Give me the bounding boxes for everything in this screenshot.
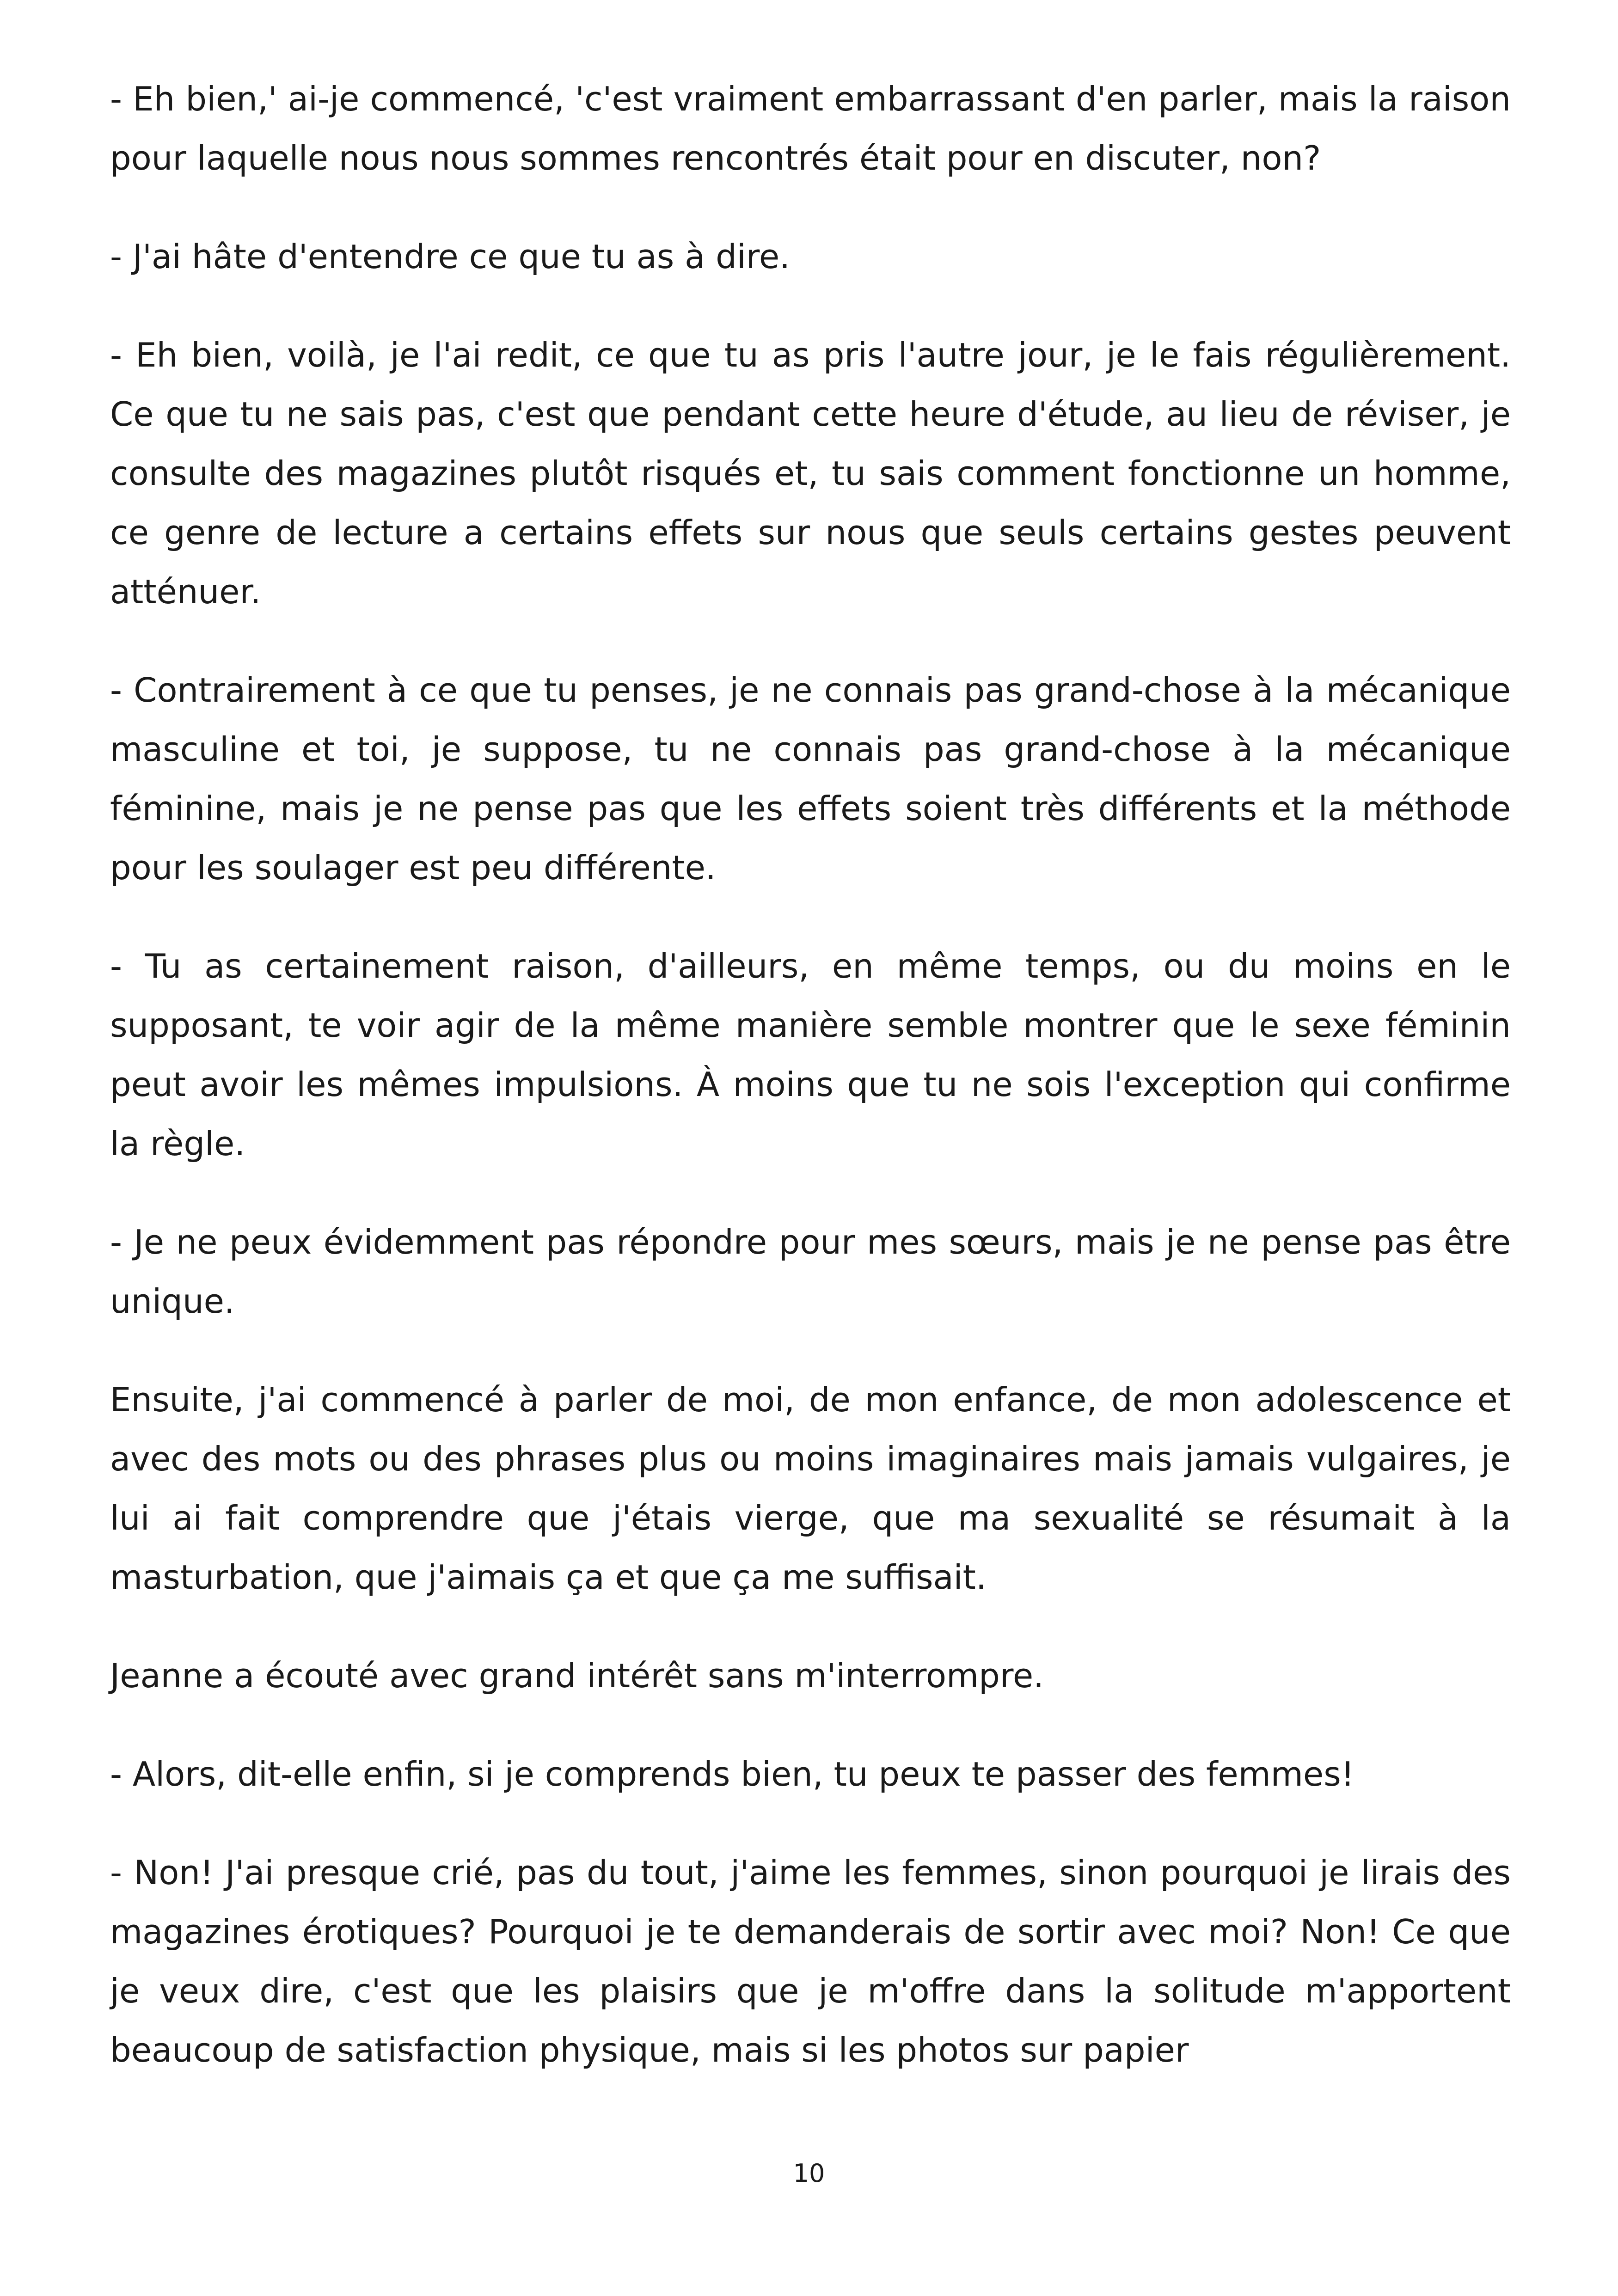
paragraph: - Alors, dit-elle enfin, si je comprends bien, tu peux te passer des femmes! — [110, 1755, 1354, 1794]
paragraph: Ensuite, j'ai commencé à parler de moi, de mon enfance, de mon adolescence et avec des mots ou des phrases plus ou moins imaginaires mais jamais vulgaires, je lui ai fait comprendre que j'étais vierge, que ma sexualité se résumait à la masturbation, que j'aimais ça et que ça me suffisait. — [110, 1380, 1511, 1597]
paragraph: - Tu as certainement raison, d'ailleurs, en même temps, ou du moins en le supposant, te voir agir de la même manière semble montrer que le sexe féminin peut avoir les mêmes impulsions. À moins que tu ne sois l'exception qui confirme la règle. — [110, 947, 1511, 1163]
paragraph: - Eh bien, voilà, je l'ai redit, ce que tu as pris l'autre jour, je le fais régulièrement. Ce que tu ne sais pas, c'est que pendant cette heure d'étude, au lieu de réviser, je consulte des magazines plutôt risqués et, tu sais comment fonctionne un homme, ce genre de lecture a certains effets sur nous que seuls certains gestes peuvent atténuer. — [110, 336, 1511, 611]
paragraph: Jeanne a écouté avec grand intérêt sans m'interrompre. — [110, 1656, 1044, 1695]
paragraph: - Eh bien,' ai-je commencé, 'c'est vraiment embarrassant d'en parler, mais la raison pour laquelle nous nous sommes rencontrés était pour en discuter, non? — [110, 80, 1511, 178]
paragraph: - Non! J'ai presque crié, pas du tout, j'aime les femmes, sinon pourquoi je lirais des magazines érotiques? Pourquoi je te demanderais de sortir avec moi? Non! Ce que je veux dire, c'est que les plaisirs que je m'offre dans la solitude m'apportent beaucoup de satisfaction physique, mais si les photos sur papier — [110, 1853, 1511, 2069]
page-number: 10 — [793, 2159, 825, 2188]
body-text — [110, 69, 1511, 2080]
paragraph: - Je ne peux évidemment pas répondre pour mes sœurs, mais je ne pense pas être unique. — [110, 1223, 1511, 1321]
paragraph: - Contrairement à ce que tu penses, je ne connais pas grand-chose à la mécanique masculine et toi, je suppose, tu ne connais pas grand-chose à la mécanique féminine, mais je ne pense pas que les effets soient très différents et la méthode pour les soulager est peu différente. — [110, 671, 1511, 887]
paragraph: - J'ai hâte d'entendre ce que tu as à dire. — [110, 237, 791, 276]
